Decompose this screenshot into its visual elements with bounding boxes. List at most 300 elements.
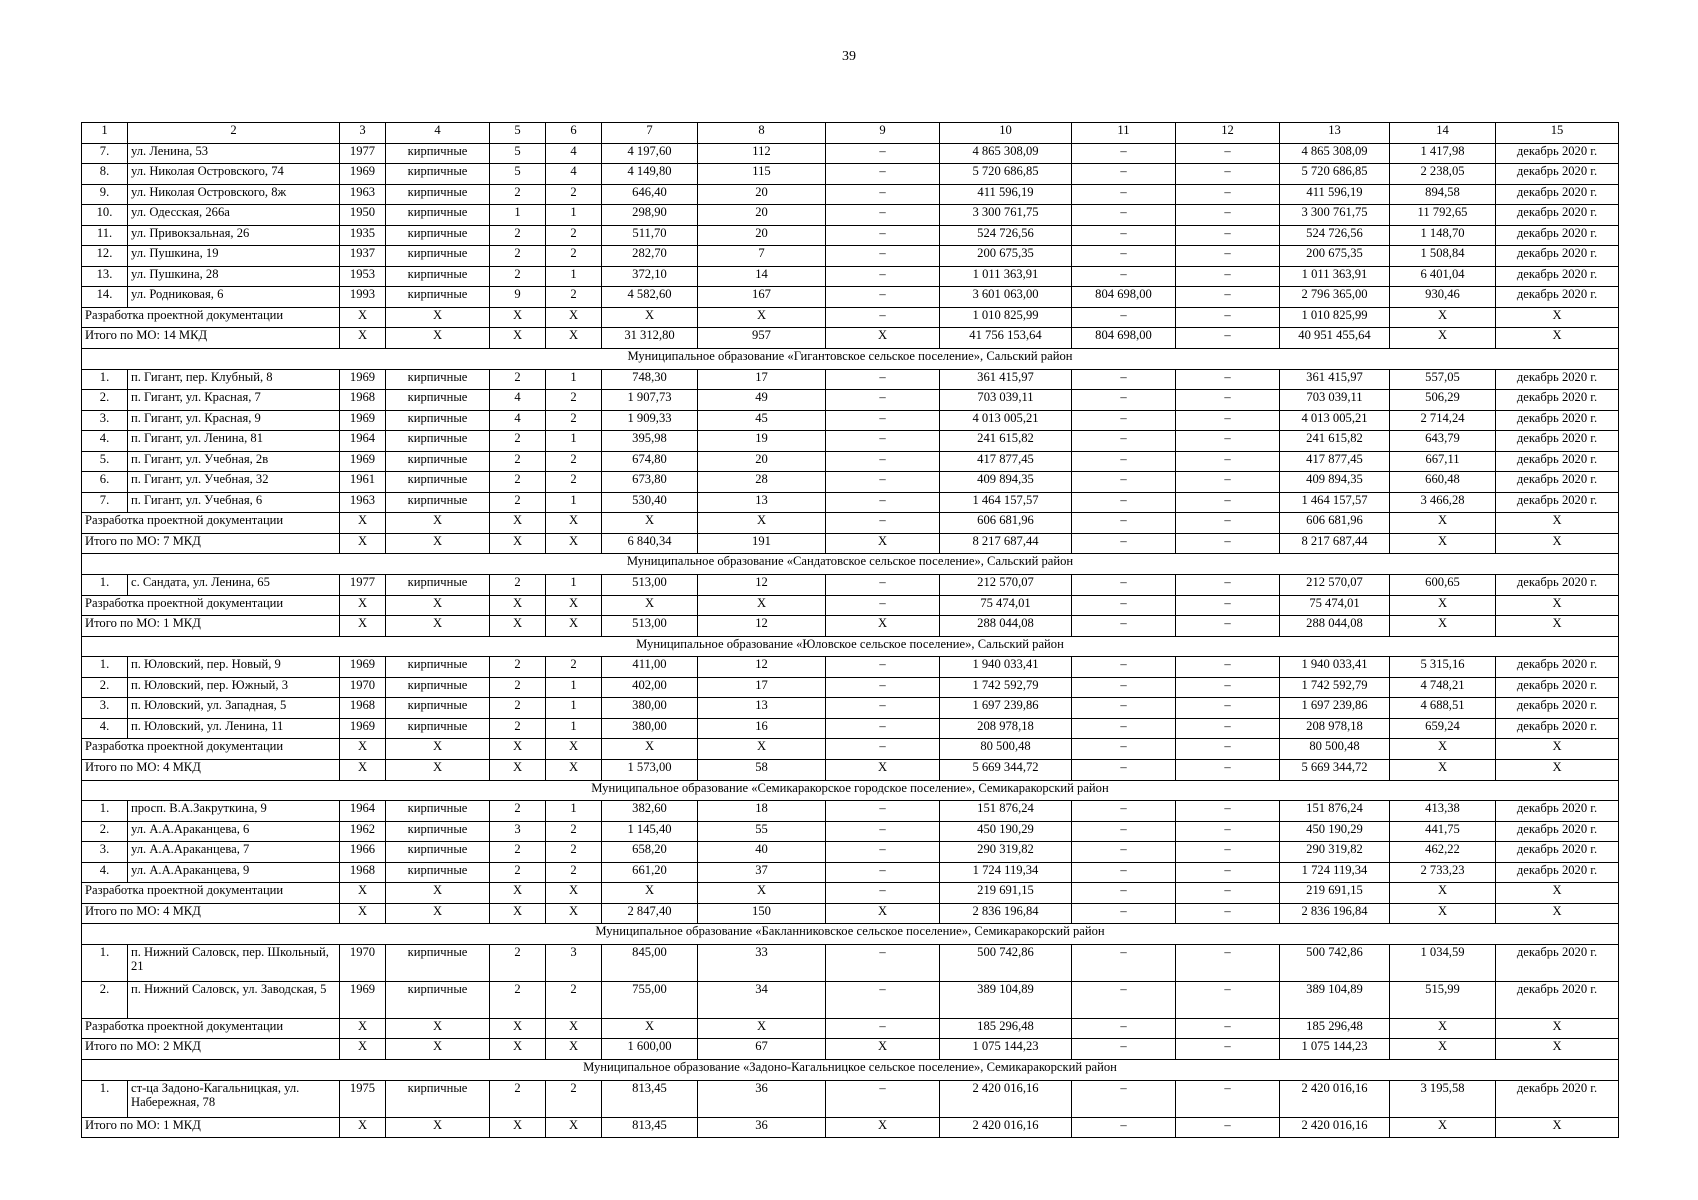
table-cell: 1 [546, 492, 602, 513]
table-cell: 2. [82, 821, 128, 842]
table-cell: 1 [490, 205, 546, 226]
column-header: 14 [1390, 123, 1496, 144]
table-cell: 813,45 [602, 1080, 698, 1117]
table-cell: X [546, 883, 602, 904]
table-cell: – [826, 287, 940, 308]
table-cell: декабрь 2020 г. [1496, 164, 1619, 185]
table-cell: 2 238,05 [1390, 164, 1496, 185]
table-cell: 660,48 [1390, 472, 1496, 493]
table-row [82, 287, 1619, 308]
summary-row [82, 307, 1619, 328]
table-cell: – [1176, 657, 1280, 678]
table-row [82, 369, 1619, 390]
table-cell: 3. [82, 698, 128, 719]
table-cell: 673,80 [602, 472, 698, 493]
table-cell: 1963 [340, 184, 386, 205]
table-cell: X [490, 595, 546, 616]
table-cell: X [698, 883, 826, 904]
table-cell: декабрь 2020 г. [1496, 718, 1619, 739]
table-cell: – [826, 862, 940, 883]
table-cell: кирпичные [386, 246, 490, 267]
summary-row [82, 328, 1619, 349]
table-cell: 372,10 [602, 266, 698, 287]
table-cell: – [826, 390, 940, 411]
address-cell: ул. Одесская, 266а [128, 205, 340, 226]
table-cell: 667,11 [1390, 451, 1496, 472]
table-cell: 5 315,16 [1390, 657, 1496, 678]
table-cell: 9. [82, 184, 128, 205]
table-cell: X [546, 307, 602, 328]
table-cell: X [340, 595, 386, 616]
table-cell: 513,00 [602, 575, 698, 596]
table-cell: – [826, 801, 940, 822]
table-cell: декабрь 2020 г. [1496, 657, 1619, 678]
table-cell: 361 415,97 [1280, 369, 1390, 390]
table-cell: – [1072, 431, 1176, 452]
table-cell: – [826, 205, 940, 226]
table-cell: 5 669 344,72 [1280, 759, 1390, 780]
table-cell: 511,70 [602, 225, 698, 246]
table-cell: 16 [698, 718, 826, 739]
table-cell: – [1072, 657, 1176, 678]
table-cell: – [1072, 739, 1176, 760]
table-cell: 659,24 [1390, 718, 1496, 739]
table-cell: 2 [490, 698, 546, 719]
table-row [82, 225, 1619, 246]
table-cell: X [1390, 328, 1496, 349]
table-cell: – [826, 410, 940, 431]
table-cell: декабрь 2020 г. [1496, 575, 1619, 596]
table-cell: X [386, 759, 490, 780]
table-cell: кирпичные [386, 184, 490, 205]
table-cell: 8. [82, 164, 128, 185]
table-cell: X [1496, 533, 1619, 554]
table-cell: 2 420 016,16 [1280, 1117, 1390, 1138]
table-cell: кирпичные [386, 164, 490, 185]
table-cell: X [826, 533, 940, 554]
table-cell: 1969 [340, 981, 386, 1018]
table-cell: 36 [698, 1080, 826, 1117]
address-cell: п. Гигант, ул. Ленина, 81 [128, 431, 340, 452]
table-cell: 382,60 [602, 801, 698, 822]
table-cell: 1 417,98 [1390, 143, 1496, 164]
table-cell: – [1072, 944, 1176, 981]
table-cell: – [1176, 369, 1280, 390]
table-cell: 151 876,24 [940, 801, 1072, 822]
table-cell: кирпичные [386, 862, 490, 883]
table-cell: кирпичные [386, 801, 490, 822]
table-cell: 58 [698, 759, 826, 780]
table-cell: 389 104,89 [1280, 981, 1390, 1018]
table-cell: кирпичные [386, 410, 490, 431]
table-cell: 7. [82, 492, 128, 513]
summary-row [82, 883, 1619, 904]
table-cell: 1 [546, 801, 602, 822]
table-cell: – [1176, 595, 1280, 616]
table-row [82, 451, 1619, 472]
table-cell: X [602, 739, 698, 760]
summary-label: Итого по МО: 1 МКД [82, 1117, 340, 1138]
table-cell: 2 [490, 431, 546, 452]
table-cell: 1 075 144,23 [940, 1039, 1072, 1060]
table-cell: кирпичные [386, 492, 490, 513]
table-cell: X [490, 739, 546, 760]
table-cell: 1977 [340, 143, 386, 164]
table-cell: 2 714,24 [1390, 410, 1496, 431]
table-cell: – [1072, 143, 1176, 164]
table-cell: 402,00 [602, 677, 698, 698]
summary-label: Разработка проектной документации [82, 739, 340, 760]
table-cell: – [826, 369, 940, 390]
table-cell: X [340, 307, 386, 328]
address-cell: п. Нижний Саловск, пер. Школьный, 21 [128, 944, 340, 981]
municipality-section-row [82, 1059, 1619, 1080]
table-cell: – [1176, 533, 1280, 554]
address-cell: ул. Привокзальная, 26 [128, 225, 340, 246]
table-cell: X [490, 759, 546, 780]
table-cell: X [546, 903, 602, 924]
table-cell: – [826, 1080, 940, 1117]
table-cell: X [602, 883, 698, 904]
table-cell: X [1496, 328, 1619, 349]
table-cell: 5 [490, 164, 546, 185]
table-cell: 2 [546, 862, 602, 883]
table-row [82, 718, 1619, 739]
table-cell: – [1072, 225, 1176, 246]
table-row [82, 431, 1619, 452]
table-cell: декабрь 2020 г. [1496, 431, 1619, 452]
table-cell: 4 [490, 390, 546, 411]
table-cell: 1953 [340, 266, 386, 287]
table-cell: кирпичные [386, 369, 490, 390]
table-cell: 1 034,59 [1390, 944, 1496, 981]
table-cell: 2 733,23 [1390, 862, 1496, 883]
table-row [82, 472, 1619, 493]
table-cell: X [1390, 1039, 1496, 1060]
table-cell: 2. [82, 677, 128, 698]
column-header: 11 [1072, 123, 1176, 144]
table-cell: 17 [698, 369, 826, 390]
table-row [82, 1080, 1619, 1117]
table-cell: X [386, 513, 490, 534]
table-cell: 413,38 [1390, 801, 1496, 822]
municipality-title: Муниципальное образование «Задоно-Кагальницкое сельское поселение», Семикаракорский район [82, 1059, 1619, 1080]
table-cell: 1 742 592,79 [1280, 677, 1390, 698]
table-cell: 3. [82, 842, 128, 863]
table-cell: 55 [698, 821, 826, 842]
table-cell: 298,90 [602, 205, 698, 226]
table-cell: X [546, 595, 602, 616]
table-cell: декабрь 2020 г. [1496, 677, 1619, 698]
table-cell: 450 190,29 [1280, 821, 1390, 842]
table-cell: – [826, 595, 940, 616]
table-cell: 441,75 [1390, 821, 1496, 842]
table-cell: X [1390, 595, 1496, 616]
table-cell: 2 [546, 390, 602, 411]
table-cell: 411 596,19 [940, 184, 1072, 205]
table-cell: X [1496, 1117, 1619, 1138]
table-cell: 3 195,58 [1390, 1080, 1496, 1117]
table-cell: 80 500,48 [940, 739, 1072, 760]
table-cell: 1 [546, 431, 602, 452]
table-cell: 20 [698, 451, 826, 472]
summary-label: Разработка проектной документации [82, 307, 340, 328]
table-cell: – [826, 143, 940, 164]
column-header: 12 [1176, 123, 1280, 144]
address-cell: ул. Николая Островского, 74 [128, 164, 340, 185]
table-cell: 2 [546, 246, 602, 267]
table-cell: 288 044,08 [940, 616, 1072, 637]
table-cell: 5. [82, 451, 128, 472]
table-cell: 5 [490, 143, 546, 164]
table-row [82, 205, 1619, 226]
table-cell: – [1072, 903, 1176, 924]
table-cell: 1 909,33 [602, 410, 698, 431]
table-cell: 2 420 016,16 [1280, 1080, 1390, 1117]
table-cell: декабрь 2020 г. [1496, 1080, 1619, 1117]
table-cell: 3. [82, 410, 128, 431]
table-cell: X [546, 513, 602, 534]
table-row [82, 862, 1619, 883]
table-cell: 2 [490, 451, 546, 472]
table-cell: X [546, 1039, 602, 1060]
table-cell: 4. [82, 431, 128, 452]
municipality-section-row [82, 924, 1619, 945]
municipality-title: Муниципальное образование «Семикаракорское городское поселение», Семикаракорский район [82, 780, 1619, 801]
table-cell: – [1072, 1018, 1176, 1039]
table-cell: X [826, 1117, 940, 1138]
table-cell: 3 300 761,75 [1280, 205, 1390, 226]
table-cell: X [1390, 903, 1496, 924]
table-cell: декабрь 2020 г. [1496, 225, 1619, 246]
page-number: 39 [842, 49, 856, 64]
table-cell: – [1176, 821, 1280, 842]
table-cell: 34 [698, 981, 826, 1018]
table-cell: 5 669 344,72 [940, 759, 1072, 780]
table-cell: – [1176, 944, 1280, 981]
table-cell: декабрь 2020 г. [1496, 698, 1619, 719]
table-cell: 40 [698, 842, 826, 863]
summary-row [82, 595, 1619, 616]
table-cell: 813,45 [602, 1117, 698, 1138]
table-cell: 409 894,35 [940, 472, 1072, 493]
table-cell: 1968 [340, 862, 386, 883]
table-cell: X [1496, 1039, 1619, 1060]
table-cell: 36 [698, 1117, 826, 1138]
table-cell: 10. [82, 205, 128, 226]
table-cell: X [826, 759, 940, 780]
table-row [82, 492, 1619, 513]
table-cell: 1 464 157,57 [940, 492, 1072, 513]
table-cell: 2 [546, 184, 602, 205]
summary-row [82, 1018, 1619, 1039]
table-cell: 2 [546, 1080, 602, 1117]
table-cell: 2 [490, 944, 546, 981]
table-cell: 2 [546, 451, 602, 472]
table-cell: 4 149,80 [602, 164, 698, 185]
table-cell: – [1176, 390, 1280, 411]
table-cell: X [546, 533, 602, 554]
table-cell: – [826, 575, 940, 596]
table-cell: 4 582,60 [602, 287, 698, 308]
table-cell: X [386, 903, 490, 924]
table-cell: X [340, 883, 386, 904]
table-row [82, 657, 1619, 678]
table-cell: 208 978,18 [940, 718, 1072, 739]
table-cell: – [826, 944, 940, 981]
address-cell: просп. В.А.Закруткина, 9 [128, 801, 340, 822]
table-cell: – [826, 698, 940, 719]
table-cell: 1969 [340, 369, 386, 390]
table-cell: – [1072, 246, 1176, 267]
table-cell: X [340, 759, 386, 780]
table-cell: 20 [698, 225, 826, 246]
table-cell: 2 [490, 266, 546, 287]
table-cell: – [1176, 307, 1280, 328]
summary-label: Итого по МО: 7 МКД [82, 533, 340, 554]
table-cell: 515,99 [1390, 981, 1496, 1018]
table-cell: – [1176, 718, 1280, 739]
table-cell: 930,46 [1390, 287, 1496, 308]
table-cell: 1963 [340, 492, 386, 513]
table-cell: 1 [546, 266, 602, 287]
municipality-title: Муниципальное образование «Бакланниковское сельское поселение», Семикаракорский район [82, 924, 1619, 945]
table-cell: X [386, 533, 490, 554]
table-cell: 13 [698, 492, 826, 513]
table-cell: 13 [698, 698, 826, 719]
table-cell: – [1072, 513, 1176, 534]
table-cell: декабрь 2020 г. [1496, 944, 1619, 981]
table-cell: X [386, 595, 490, 616]
table-cell: 2 836 196,84 [1280, 903, 1390, 924]
table-cell: – [1072, 205, 1176, 226]
table-cell: 1 600,00 [602, 1039, 698, 1060]
table-cell: 1975 [340, 1080, 386, 1117]
table-cell: 500 742,86 [1280, 944, 1390, 981]
table-cell: 4 [546, 164, 602, 185]
table-cell: X [546, 328, 602, 349]
table-cell: 1 697 239,86 [940, 698, 1072, 719]
table-cell: – [1072, 1117, 1176, 1138]
address-cell: ул. А.А.Араканцева, 7 [128, 842, 340, 863]
table-cell: – [1072, 410, 1176, 431]
table-cell: X [490, 328, 546, 349]
address-cell: ст-ца Задоно-Кагальницкая, ул. Набережная, 78 [128, 1080, 340, 1117]
table-cell: 1968 [340, 390, 386, 411]
table-cell: 1993 [340, 287, 386, 308]
summary-label: Итого по МО: 1 МКД [82, 616, 340, 637]
table-cell: X [340, 739, 386, 760]
table-cell: 417 877,45 [940, 451, 1072, 472]
table-cell: 1. [82, 801, 128, 822]
table-cell: – [1176, 1080, 1280, 1117]
table-cell: X [602, 595, 698, 616]
table-cell: 1 075 144,23 [1280, 1039, 1390, 1060]
table-cell: – [1176, 842, 1280, 863]
column-header: 5 [490, 123, 546, 144]
table-cell: – [1176, 431, 1280, 452]
table-cell: 191 [698, 533, 826, 554]
table-cell: 4 865 308,09 [940, 143, 1072, 164]
table-cell: 524 726,56 [940, 225, 1072, 246]
table-cell: 2 420 016,16 [940, 1080, 1072, 1117]
table-cell: 200 675,35 [940, 246, 1072, 267]
address-cell: ул. Родниковая, 6 [128, 287, 340, 308]
table-cell: X [490, 307, 546, 328]
address-cell: ул. Пушкина, 28 [128, 266, 340, 287]
table-cell: 1964 [340, 801, 386, 822]
summary-label: Итого по МО: 14 МКД [82, 328, 340, 349]
table-cell: 389 104,89 [940, 981, 1072, 1018]
table-cell: 661,20 [602, 862, 698, 883]
table-cell: кирпичные [386, 1080, 490, 1117]
table-cell: X [826, 328, 940, 349]
table-cell: 2 [490, 246, 546, 267]
table-cell: X [1496, 307, 1619, 328]
column-header: 3 [340, 123, 386, 144]
table-cell: – [1176, 472, 1280, 493]
table-cell: – [1072, 492, 1176, 513]
table-cell: – [1072, 472, 1176, 493]
table-cell: X [386, 1117, 490, 1138]
table-cell: 1 573,00 [602, 759, 698, 780]
table-cell: 4 197,60 [602, 143, 698, 164]
table-cell: 212 570,07 [1280, 575, 1390, 596]
table-cell: 185 296,48 [1280, 1018, 1390, 1039]
table-cell: 11 792,65 [1390, 205, 1496, 226]
table-cell: 411 596,19 [1280, 184, 1390, 205]
table-cell: X [826, 903, 940, 924]
summary-row [82, 1039, 1619, 1060]
table-cell: 524 726,56 [1280, 225, 1390, 246]
table-cell: X [386, 1018, 490, 1039]
table-cell: X [1496, 513, 1619, 534]
table-cell: 1 940 033,41 [1280, 657, 1390, 678]
table-cell: X [340, 903, 386, 924]
table-cell: кирпичные [386, 205, 490, 226]
table-cell: – [826, 981, 940, 1018]
table-cell: 219 691,15 [1280, 883, 1390, 904]
table-cell: 12. [82, 246, 128, 267]
table-cell: 4 688,51 [1390, 698, 1496, 719]
table-cell: 3 [490, 821, 546, 842]
table-cell: декабрь 2020 г. [1496, 246, 1619, 267]
municipality-title: Муниципальное образование «Гигантовское сельское поселение», Сальский район [82, 349, 1619, 370]
table-cell: декабрь 2020 г. [1496, 184, 1619, 205]
table-cell: 2 [490, 718, 546, 739]
summary-row [82, 739, 1619, 760]
table-cell: 1. [82, 369, 128, 390]
table-cell: – [826, 739, 940, 760]
table-cell: X [340, 328, 386, 349]
table-cell: X [698, 595, 826, 616]
table-cell: – [1176, 246, 1280, 267]
address-cell: п. Юловский, пер. Новый, 9 [128, 657, 340, 678]
table-cell: – [826, 451, 940, 472]
table-cell: 6. [82, 472, 128, 493]
address-cell: п. Юловский, пер. Южный, 3 [128, 677, 340, 698]
table-cell: кирпичные [386, 657, 490, 678]
table-cell: X [1496, 759, 1619, 780]
table-cell: – [1176, 883, 1280, 904]
table-cell: – [1176, 266, 1280, 287]
table-cell: – [826, 842, 940, 863]
municipality-section-row [82, 554, 1619, 575]
municipality-section-row [82, 780, 1619, 801]
table-cell: – [1072, 575, 1176, 596]
column-header: 6 [546, 123, 602, 144]
summary-row [82, 533, 1619, 554]
